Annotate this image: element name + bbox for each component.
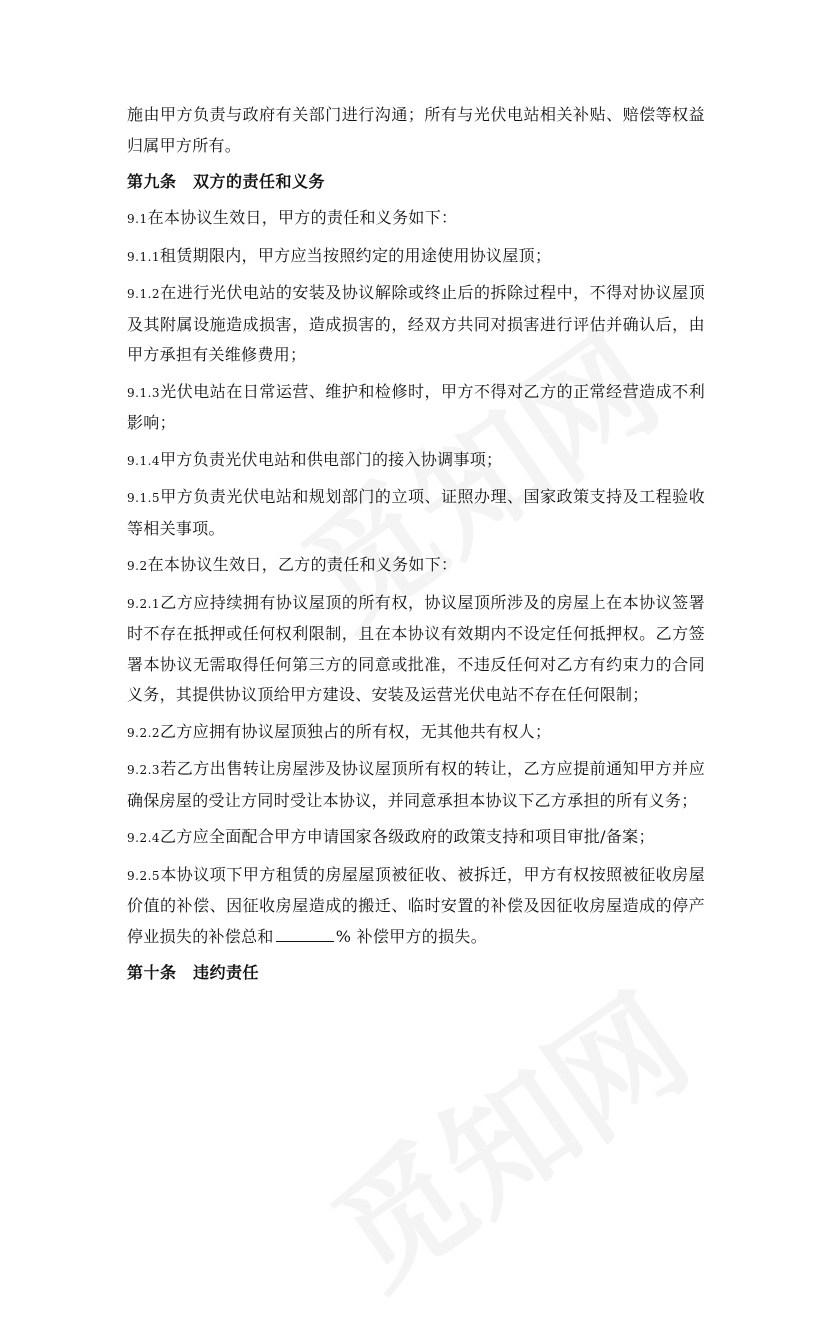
clause-9-2-5: 9.2.5本协议项下甲方租赁的房屋屋顶被征收、被拆迁，甲方有权按照被征收房屋价值的补偿、因征收房屋造成的搬迁、临时安置的补偿及因征收房屋造成的停产停业损失的补偿总和 % 补偿甲方的损失。 [127,864,705,946]
clause-9-2: 9.2在本协议生效日，乙方的责任和义务如下： [127,555,458,574]
clause-number: 9.1.4 [127,453,161,468]
clause-9-1-4: 9.1.4甲方负责光伏电站和供电部门的接入协调事项； [127,449,503,469]
clause-9-1-3: 9.1.3光伏电站在日常运营、维护和检修时，甲方不得对乙方的正常经营造成不利影响； [127,381,705,432]
clause-9-2-1: 9.2.1乙方应持续拥有协议屋顶的所有权，协议屋顶所涉及的房屋上在本协议签署时不存在抵押或任何权利限制，且在本协议有效期内不设定任何抵押权。乙方签署本协议无需取得任何第三方的同意或批准，不违反任何对乙方有约束力的合同义务，其提供协议顶给甲方建设、安装及运营光伏电站不存在任何限制； [127,592,705,704]
watermark [292,945,719,1322]
clause-number: 9.1 [127,212,148,226]
clause-number: 9.2.3 [127,763,161,777]
clause-number: 9.1.2 [127,287,161,301]
clause-9-2-4: 9.2.4乙方应全面配合甲方申请国家各级政府的政策支持和项目审批/备案； [127,827,655,846]
clause-9-2-3: 9.2.3若乙方出售转让房屋涉及协议屋顶所有权的转让，乙方应提前通知甲方并应确保房屋的受让方同时受让本协议，并同意承担本协议下乙方承担的所有义务； [127,759,705,810]
clause-9-1-1: 9.1.1租赁期限内，甲方应当按照约定的用途使用协议屋顶； [127,245,552,265]
clause-number: 9.2.5 [127,868,161,883]
document-body [127,100,705,988]
clause-9-1-5: 9.1.5甲方负责光伏电站和规划部门的立项、证照办理、国家政策支持及工程验收等相关事项。 [127,487,705,538]
clause-number: 9.1.5 [127,491,161,505]
clause-9-1-2: 9.1.2在进行光伏电站的安装及协议解除或终止后的拆除过程中，不得对协议屋顶及其附属设施造成损害，造成损害的，经双方共同对损害进行评估并确认后，由甲方承担有关维修费用； [127,283,705,364]
clause-number: 9.2.1 [127,596,161,611]
clause-9-1: 9.1在本协议生效日，甲方的责任和义务如下： [127,208,458,227]
clause-number: 9.2.4 [127,831,161,845]
clause-number: 9.1.1 [127,249,161,264]
section-heading-article-10: 第十条 违约责任 [127,963,260,982]
clause-number: 9.1.3 [127,385,161,400]
clause-number: 9.2.2 [127,725,161,740]
clause-9-2-2: 9.2.2乙方应拥有协议屋顶独占的所有权，无其他共有权人； [127,721,552,741]
section-heading-article-9: 第九条 双方的责任和义务 [127,172,326,191]
fill-in-blank[interactable] [276,927,334,942]
clause-number: 9.2 [127,559,148,573]
paragraph-continuation: 施由甲方负责与政府有关部门进行沟通；所有与光伏电站相关补贴、赔偿等权益归属甲方所有。 [127,105,705,155]
